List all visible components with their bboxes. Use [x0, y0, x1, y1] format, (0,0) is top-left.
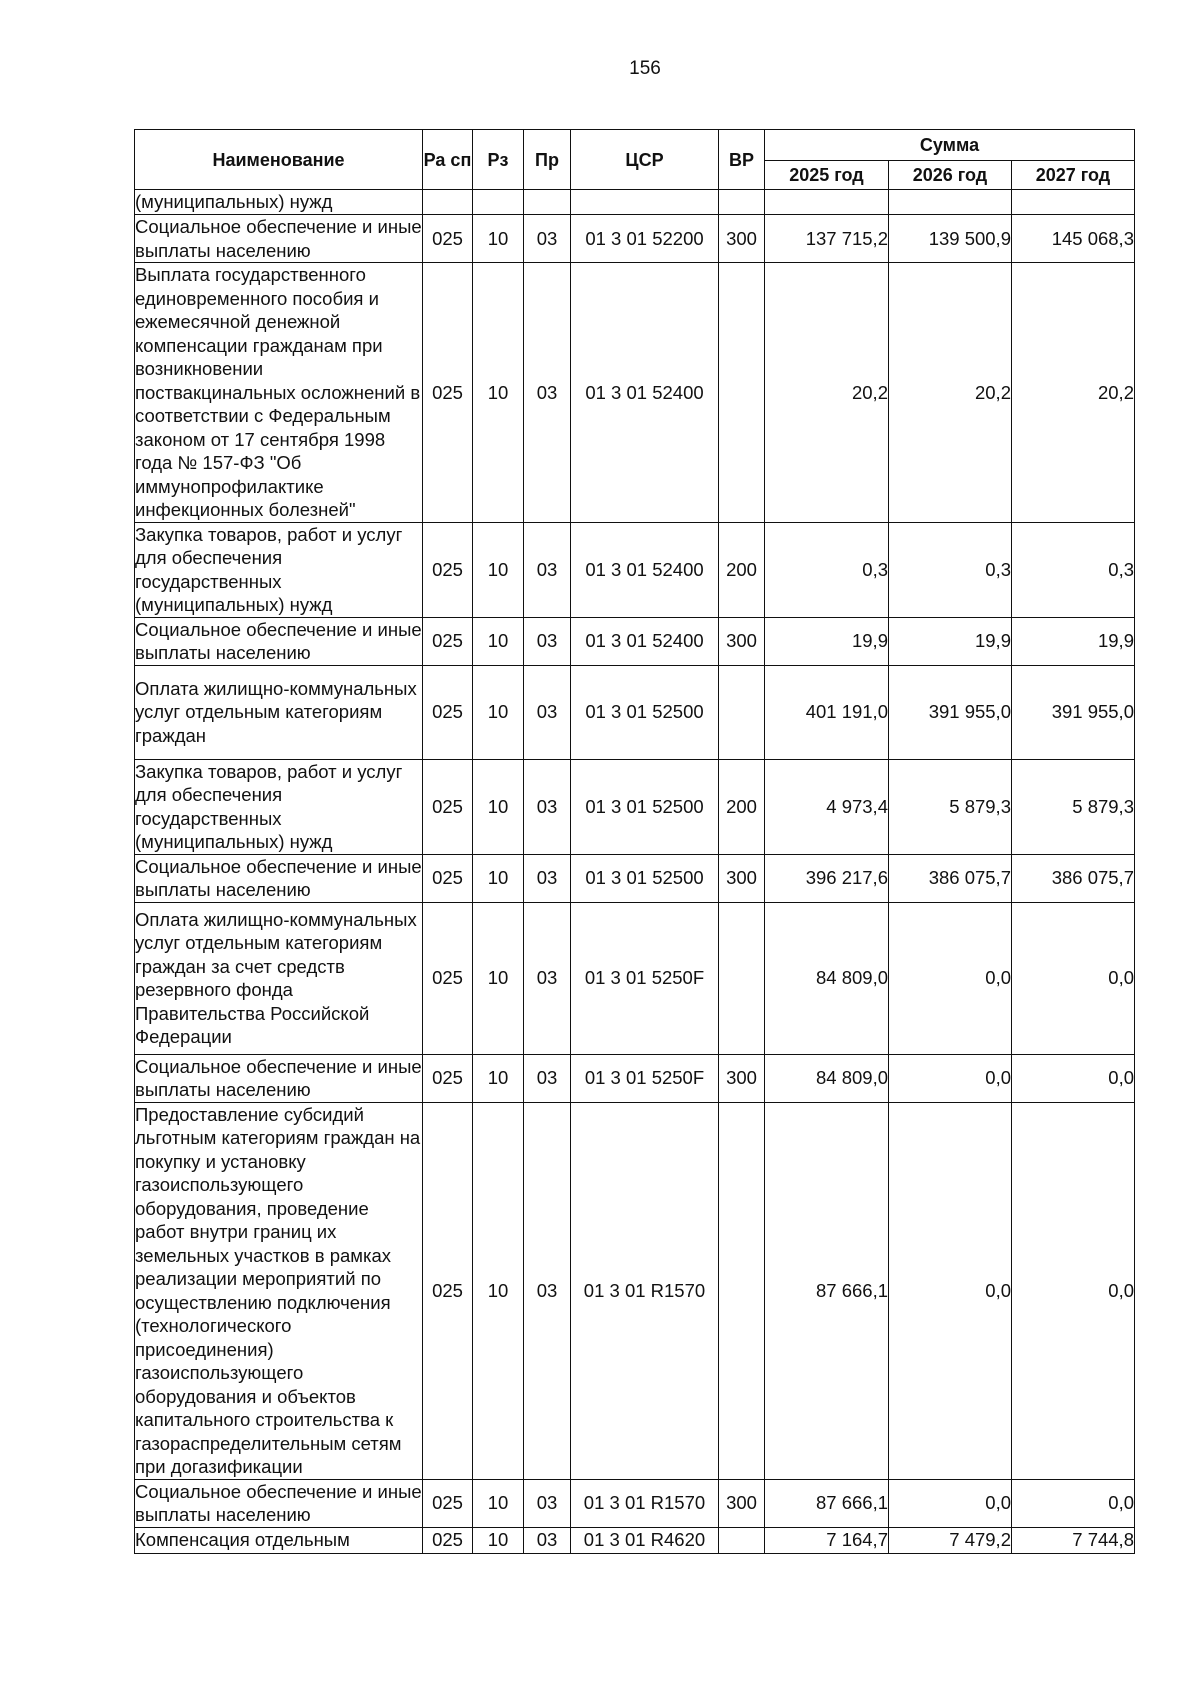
row-pr: 03: [524, 522, 571, 617]
row-sum-2025: 401 191,0: [765, 665, 889, 759]
row-vr: [719, 1102, 765, 1479]
row-sum-2026: 5 879,3: [889, 759, 1012, 854]
row-sum-2025: 7 164,7: [765, 1527, 889, 1553]
budget-table: [134, 129, 1135, 1554]
table-row: [135, 1479, 1135, 1527]
row-sum-2025: 396 217,6: [765, 854, 889, 902]
header-rasp: Ра сп: [423, 130, 473, 190]
row-vr: 300: [719, 215, 765, 263]
row-csr: 01 3 01 R1570: [571, 1479, 719, 1527]
row-csr: 01 3 01 R4620: [571, 1527, 719, 1553]
row-pr: [524, 190, 571, 215]
header-name: Наименование: [135, 130, 423, 190]
row-sum-2025: 19,9: [765, 617, 889, 665]
header-sum: Сумма: [765, 130, 1135, 161]
row-rz: 10: [473, 854, 524, 902]
row-vr: [719, 263, 765, 523]
row-pr: 03: [524, 263, 571, 523]
row-pr: 03: [524, 759, 571, 854]
row-pr: 03: [524, 215, 571, 263]
row-vr: [719, 190, 765, 215]
row-name: Оплата жилищно-коммунальных услуг отдельным категориям граждан: [135, 665, 423, 759]
row-sum-2026: 0,0: [889, 902, 1012, 1054]
row-sum-2027: [1012, 190, 1135, 215]
row-csr: 01 3 01 R1570: [571, 1102, 719, 1479]
table-row: [135, 263, 1135, 523]
row-sum-2025: 87 666,1: [765, 1102, 889, 1479]
row-rz: 10: [473, 263, 524, 523]
table-row: [135, 854, 1135, 902]
row-csr: 01 3 01 52500: [571, 665, 719, 759]
row-rz: 10: [473, 665, 524, 759]
row-rz: 10: [473, 759, 524, 854]
table-row: [135, 190, 1135, 215]
row-sum-2027: 0,0: [1012, 1054, 1135, 1102]
row-rasp: 025: [423, 1479, 473, 1527]
header-year-2027: 2027 год: [1012, 161, 1135, 190]
row-rz: 10: [473, 617, 524, 665]
row-rasp: [423, 190, 473, 215]
row-rasp: 025: [423, 215, 473, 263]
row-sum-2026: 386 075,7: [889, 854, 1012, 902]
row-rasp: 025: [423, 1102, 473, 1479]
row-name: Социальное обеспечение и иные выплаты населению: [135, 855, 422, 900]
row-sum-2026: 0,3: [889, 522, 1012, 617]
row-pr: 03: [524, 1479, 571, 1527]
table-row: [135, 215, 1135, 263]
row-name: Социальное обеспечение и иные выплаты населению: [135, 216, 422, 261]
header-year-2025: 2025 год: [765, 161, 889, 190]
row-sum-2027: 386 075,7: [1012, 854, 1135, 902]
row-sum-2026: 139 500,9: [889, 215, 1012, 263]
row-sum-2027: 145 068,3: [1012, 215, 1135, 263]
header-pr: Пр: [524, 130, 571, 190]
table-row: [135, 617, 1135, 665]
table-row: [135, 665, 1135, 759]
row-vr: 300: [719, 854, 765, 902]
row-sum-2026: [889, 190, 1012, 215]
header-row-top: [135, 130, 1135, 161]
row-rz: 10: [473, 215, 524, 263]
row-rasp: 025: [423, 902, 473, 1054]
header-vr: ВР: [719, 130, 765, 190]
row-sum-2026: 0,0: [889, 1479, 1012, 1527]
header-csr: ЦСР: [571, 130, 719, 190]
row-name: (муниципальных) нужд: [135, 190, 423, 215]
row-pr: 03: [524, 617, 571, 665]
row-rasp: 025: [423, 854, 473, 902]
row-rasp: 025: [423, 1527, 473, 1553]
row-rz: 10: [473, 902, 524, 1054]
row-pr: 03: [524, 1054, 571, 1102]
row-sum-2026: 0,0: [889, 1054, 1012, 1102]
table-row: [135, 1527, 1135, 1553]
row-sum-2027: 0,3: [1012, 522, 1135, 617]
row-csr: 01 3 01 52400: [571, 263, 719, 523]
row-name: Социальное обеспечение и иные выплаты населению: [135, 618, 422, 663]
header-year-2026: 2026 год: [889, 161, 1012, 190]
row-sum-2025: 0,3: [765, 522, 889, 617]
table-body: [135, 190, 1135, 1554]
header-rz: Рз: [473, 130, 524, 190]
row-sum-2026: 19,9: [889, 617, 1012, 665]
row-sum-2027: 391 955,0: [1012, 665, 1135, 759]
row-vr: [719, 902, 765, 1054]
row-rz: 10: [473, 1479, 524, 1527]
row-csr: 01 3 01 5250F: [571, 902, 719, 1054]
table-row: [135, 522, 1135, 617]
row-csr: 01 3 01 52200: [571, 215, 719, 263]
row-sum-2026: 391 955,0: [889, 665, 1012, 759]
row-csr: [571, 190, 719, 215]
table-row: [135, 1054, 1135, 1102]
row-sum-2027: 0,0: [1012, 1102, 1135, 1479]
row-sum-2027: 20,2: [1012, 263, 1135, 523]
row-pr: 03: [524, 1527, 571, 1553]
row-sum-2027: 19,9: [1012, 617, 1135, 665]
row-rz: 10: [473, 522, 524, 617]
row-vr: [719, 1527, 765, 1553]
row-csr: 01 3 01 5250F: [571, 1054, 719, 1102]
row-pr: 03: [524, 854, 571, 902]
row-csr: 01 3 01 52400: [571, 617, 719, 665]
row-sum-2027: 0,0: [1012, 1479, 1135, 1527]
row-name: Социальное обеспечение и иные выплаты населению: [135, 1055, 422, 1100]
row-vr: [719, 665, 765, 759]
row-sum-2025: 87 666,1: [765, 1479, 889, 1527]
row-csr: 01 3 01 52400: [571, 522, 719, 617]
table-row: [135, 1102, 1135, 1479]
row-rasp: 025: [423, 1054, 473, 1102]
row-sum-2025: 84 809,0: [765, 902, 889, 1054]
row-rasp: 025: [423, 665, 473, 759]
row-sum-2026: 7 479,2: [889, 1527, 1012, 1553]
row-pr: 03: [524, 902, 571, 1054]
row-pr: 03: [524, 1102, 571, 1479]
row-sum-2025: [765, 190, 889, 215]
row-rz: [473, 190, 524, 215]
row-sum-2025: 137 715,2: [765, 215, 889, 263]
table-row: [135, 759, 1135, 854]
row-sum-2025: 20,2: [765, 263, 889, 523]
row-sum-2025: 84 809,0: [765, 1054, 889, 1102]
row-name: Компенсация отдельным: [135, 1527, 423, 1553]
row-rasp: 025: [423, 617, 473, 665]
row-name: Предоставление субсидий льготным категориям граждан на покупку и установку газоиспользующего оборудования, проведение работ внутри границ их земельных участков в рамках реализации мероприятий по осуществлению подключения (технологического присоединения) газоиспользующего оборудования и объектов капитального строительства к газораспределительным сетям при догазификации: [135, 1102, 423, 1479]
row-name: Оплата жилищно-коммунальных услуг отдельным категориям граждан за счет средств резервного фонда Правительства Российской Федерации: [135, 902, 423, 1054]
page-number: 156: [629, 58, 661, 79]
row-csr: 01 3 01 52500: [571, 854, 719, 902]
row-vr: 200: [719, 522, 765, 617]
table-row: [135, 902, 1135, 1054]
row-name: Выплата государственного единовременного пособия и ежемесячной денежной компенсации гражданам при возникновении поствакцинальных осложнений в соответствии с Федеральным законом от 17 сентября 1998 года № 157-ФЗ "Об иммунопрофилактике инфекционных болезней": [135, 263, 423, 523]
row-sum-2026: 20,2: [889, 263, 1012, 523]
row-vr: 200: [719, 759, 765, 854]
row-name: Закупка товаров, работ и услуг для обеспечения государственных (муниципальных) нужд: [135, 759, 423, 854]
row-sum-2027: 7 744,8: [1012, 1527, 1135, 1553]
row-name: Социальное обеспечение и иные выплаты населению: [135, 1480, 422, 1525]
row-vr: 300: [719, 1054, 765, 1102]
row-rz: 10: [473, 1527, 524, 1553]
row-sum-2027: 5 879,3: [1012, 759, 1135, 854]
row-rasp: 025: [423, 263, 473, 523]
row-sum-2026: 0,0: [889, 1102, 1012, 1479]
row-vr: 300: [719, 617, 765, 665]
row-rasp: 025: [423, 759, 473, 854]
row-pr: 03: [524, 665, 571, 759]
row-sum-2027: 0,0: [1012, 902, 1135, 1054]
row-name: Закупка товаров, работ и услуг для обеспечения государственных (муниципальных) нужд: [135, 522, 423, 617]
row-rz: 10: [473, 1102, 524, 1479]
row-sum-2025: 4 973,4: [765, 759, 889, 854]
row-csr: 01 3 01 52500: [571, 759, 719, 854]
row-rz: 10: [473, 1054, 524, 1102]
row-vr: 300: [719, 1479, 765, 1527]
row-rasp: 025: [423, 522, 473, 617]
